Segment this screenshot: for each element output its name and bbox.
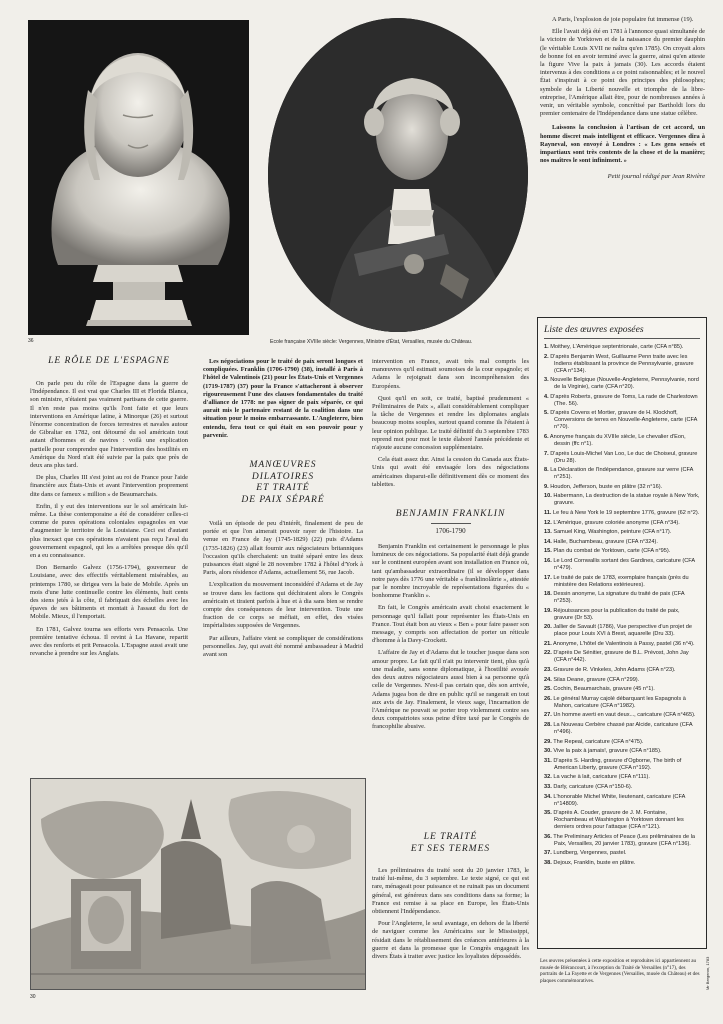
page-number-top-left: 36 — [28, 338, 34, 344]
portrait-caption: Ecole française XVIIIe siècle: Vergennes, Ministre d'État, Versailles, musée du Château. — [270, 339, 473, 345]
oeuvre-number: 22. — [544, 650, 552, 657]
oeuvre-text: Le Lord Cornwallis sortant des Gardines, caricature (CFA n°479). — [553, 557, 695, 571]
side-note: Mr Bergeron, 1783 — [705, 956, 710, 990]
oeuvre-item — [544, 810, 700, 831]
oeuvre-item — [544, 758, 700, 772]
oeuvre-text: Moithey, L'Amérique septentrionale, carte (CFA n°85). — [550, 344, 684, 350]
franklin-para-2: En fait, le Congrès américain avait choisi exactement le personnage qu'il fallait pour représenter les États-Unis en France. Tout était bon au vieux « Ben » pour faire passer son message, y compris son affectation de porter un réticule d'homme à la Davy-Crockett. — [372, 604, 529, 645]
oeuvre-item — [544, 794, 700, 808]
oeuvre-item — [544, 591, 700, 605]
oeuvre-number: 7. — [544, 450, 549, 457]
oeuvre-text: Anonyme français du XVIIIe siècle, Le chevalier d'Eon, dessin (ffc n°1). — [549, 433, 686, 447]
oeuvre-text: Vive la paix à jamais!, gravure (CFA n°185). — [553, 748, 662, 755]
oeuvre-number: 28. — [544, 722, 552, 729]
oeuvre-item — [544, 860, 700, 867]
top-right-para-1: A Paris, l'explosion de joie populaire fut immense (19). — [552, 16, 694, 23]
oeuvre-text: Un homme averti en vaut deux..., caricature (CFA n°465). — [553, 712, 696, 719]
manoeuvres-para-2: L'explication du mouvement inconsidéré d'Adams et de Jay se trouve dans les factions qui déchiraient alors le Congrès américain et tiraient parfois à hue et à dia sans bien se rendre compte des conséquences de leur intervention. Toute une fraction de ce corps se méfiait, en effet, des visées impérialistes supposées de Vergennes. — [203, 581, 363, 630]
franklin-bust-photo — [28, 20, 249, 335]
manoeuvres-para-3: Par ailleurs, l'affaire vient se compliquer de considérations personnelles. Jay, qui avait été nommé ambassadeur à Madrid avant son — [203, 634, 363, 659]
negotiations-lead: Les négociations pour le traité de paix seront longues et compliquées. Franklin (1706-1790) (38), installé à Paris à l'hôtel de Valentinois (21) pour les États-Unis et Vergennes (1719-1787) (37) pour la France s'attacheront à observer rigoureusement l'une des clauses fondamentales du traité d'alliance de 1778: ne pas signer de paix séparée, ce qui aurait mis le partenaire restant de la coalition dans une situation pour le moins embarrassante. L'Angleterre, bien entendu, fera tout ce qui était en son pouvoir pour y parvenir. — [203, 358, 363, 439]
oeuvre-number: 20. — [544, 624, 552, 631]
oeuvre-text: D'après De Sénitier, gravure de B.L. Prévost, John Jay (CFA n°442). — [553, 650, 689, 664]
oeuvre-item — [544, 774, 700, 781]
manoeuvres-title-line-2: DILATOIRES — [251, 471, 315, 482]
oeuvre-number: 21. — [544, 640, 552, 647]
oeuvre-number: 35. — [544, 810, 552, 817]
oeuvre-text: D'après S. Harding, gravure d'Ogborne, The birth of American Liberty, gravure (CFA n°192). — [553, 757, 682, 771]
oeuvre-item — [544, 529, 700, 536]
oeuvre-item — [544, 539, 700, 546]
oeuvre-text: Le traité de paix de 1783, exemplaire français (près du ministère des Relations extérieures). — [553, 574, 689, 588]
oeuvre-number: 23. — [544, 667, 552, 674]
oeuvre-item — [544, 434, 700, 448]
top-right-column — [540, 16, 705, 186]
oeuvre-number: 27. — [544, 712, 552, 719]
franklin-bust-illustration — [28, 20, 249, 335]
traite-section — [372, 832, 529, 965]
oeuvre-text: Jallier de Savault (1786), Vue perspective d'un projet de place pour Louis XVI à Brest, aquarelle (Dru 33). — [553, 624, 692, 638]
oeuvre-number: 26. — [544, 695, 552, 702]
role-espagne-section — [30, 356, 188, 663]
oeuvre-number: 37. — [544, 850, 552, 857]
manoeuvres-title — [203, 460, 363, 506]
oeuvre-text: D'après Benjamin West, Guillaume Penn traite avec les Indiens établissant la province de Pennsylvanie, gravure (CFA n°134). — [550, 353, 694, 374]
oeuvre-text: Dejoux, Franklin, buste en plâtre. — [553, 859, 636, 866]
oeuvre-text: La Déclaration de l'Indépendance, gravure sur verre (CFA n°251). — [550, 467, 694, 481]
oeuvre-item — [544, 467, 700, 481]
oeuvre-item — [544, 834, 700, 848]
oeuvre-text: L'honorable Michel White, lieutenant, caricature (CFA n°14809). — [553, 793, 685, 807]
oeuvre-item — [544, 484, 700, 491]
vergennes-portrait-oval — [264, 14, 532, 336]
manoeuvres-title-line-4: DE PAIX SÉPARÉ — [241, 494, 325, 505]
oeuvre-text: Halle, Buchambeau, gravure (CFA n°324). — [553, 538, 658, 545]
oeuvre-number: 16. — [544, 557, 552, 564]
oeuvre-number: 30. — [544, 748, 552, 755]
oeuvre-number: 9. — [544, 483, 549, 490]
oeuvre-text: Cochin, Beaumarchais, gravure (45 n°1). — [553, 686, 655, 693]
oeuvre-item — [544, 686, 700, 693]
allegorical-engraving — [30, 778, 366, 990]
oeuvres-list-box — [537, 317, 707, 949]
oeuvre-number: 2. — [544, 353, 549, 360]
traite-para-2: Pour l'Angleterre, le seul avantage, en dehors de la liberté de naviguer comme les Américains sur le Mississippi, résidait dans le rétablissement des créances antérieures à la guerre et dans la promesse que le Congrès engageait les divers États à traiter avec justice les loyalistes dépossédés. — [372, 920, 529, 961]
oeuvre-text: D'après Covens et Mortier, gravure de H. Klockhoff, Conversions de terres en Nouvelle-Angleterre, carte (CFA n°70). — [550, 410, 698, 431]
role-espagne-title: LE RÔLE DE L'ESPAGNE — [48, 356, 170, 366]
oeuvre-text: Habermann, La destruction de la statue royale à New York, gravure. — [553, 493, 700, 507]
oeuvre-item — [544, 722, 700, 736]
oeuvre-text: D'après Roberts, gravure de Toms, La rade de Charlestown (The. 56). — [550, 393, 698, 407]
col3-para-2: Quoi qu'il en soit, ce traité, baptisé prudemment « Préliminaires de Paix », allait considérablement compliquer la tâche de Vergennes et rendre les diplomates anglais beaucoup moins souples, surtout quand comme ils l'étaient à leur opinion publique. Le traité définitif du 3 septembre 1783 reprend mot pour mot le texte élaboré l'année précédente et n'ajoute aucune concession supplémentaire. — [372, 394, 529, 452]
franklin-dates: 1706-1790 — [435, 527, 466, 536]
oeuvre-item — [544, 641, 700, 648]
traite-title-line-2: ET SES TERMES — [410, 843, 491, 854]
oeuvre-number: 3. — [544, 377, 549, 384]
oeuvre-item — [544, 575, 700, 589]
oeuvre-text: La vache à lait, caricature (CFA n°111). — [553, 774, 650, 781]
oeuvre-item — [544, 624, 700, 638]
oeuvre-text: Plan du combat de Yorktown, carte (CFA n°95). — [553, 548, 671, 555]
oeuvres-title-rule — [544, 338, 700, 339]
oeuvre-item — [544, 394, 700, 408]
oeuvre-number: 6. — [544, 433, 549, 440]
oeuvre-text: Le feu à New York le 19 septembre 1776, gravure (62 n°2). — [553, 509, 700, 516]
oeuvres-title: Liste des œuvres exposées — [544, 324, 644, 335]
oeuvre-text: Silas Deane, gravure (CFA n°299). — [553, 676, 640, 683]
oeuvre-number: 10. — [544, 493, 552, 500]
oeuvre-text: Houdon, Jefferson, buste en plâtre (32 n°16). — [550, 483, 663, 490]
role-espagne-para-5: En 1781, Galvez tourna ses efforts vers Pensacola. Une première tentative échoua. Il revint à La Havane, repartit avec des renforts et prit Pensacola. L'Espagne aussi avait une revanche à prendre sur les Anglais. — [30, 625, 188, 658]
franklin-para-1: Benjamin Franklin est certainement le personnage le plus lumineux de ces négociations. Sa popularité était déjà grande sur le continent européen avant son installation en France où, tant qu'ambassadeur extraordinaire (il se développer dans notre pays dès 1776 une véritable « franklinolâtrie », attestée par le nombre incroyable de représentations figurées du « bonhomme Franklin ». — [372, 543, 529, 600]
franklin-column — [372, 358, 529, 736]
oeuvre-item — [544, 548, 700, 555]
oeuvre-item — [544, 377, 700, 391]
oeuvre-text: Darly, caricature (CFA n°150-6). — [553, 784, 633, 790]
role-espagne-para-1: On parle peu du rôle de l'Espagne dans la guerre de l'Indépendance. Il est vrai que Charles III et Florida Blanca, son ministre, n'étaient pas vraiment partisans de cette guerre. Il n'en reste pas moins qu'ils l'ont faite et que leurs interventions en Amérique latine, à Minorque (26) et surtout l'énorme concentration de forces terrestres et navales autour de Gibraltar en 1782, ont détourné du sol américain tout autant d'hommes et de navires : voilà une explication partielle pour comprendre que l'intervention des hostilités en Amérique du Nord n'ait été suivie par la paix que près de deux ans plus tard. — [30, 380, 188, 470]
oeuvre-number: 25. — [544, 686, 552, 693]
oeuvre-item — [544, 677, 700, 684]
col3-para-1: intervention en France, avait très mal compris les manœuvres qu'il estimait soumoises de la cour espagnole; et Adams le rejoignait dans son incompréhension des Européens. — [372, 358, 529, 390]
oeuvre-text: The Preliminary Articles of Peace (Les préliminaires de la Paix, Versailles, 20 janvier 1783), gravure (CFA n°136). — [553, 833, 696, 847]
oeuvre-text: L'Amérique, gravure coloriée anonyme (CFA n°34). — [553, 519, 680, 526]
engraving-illustration — [31, 779, 365, 989]
oeuvre-item — [544, 510, 700, 517]
manoeuvres-title-line-3: ET TRAITÉ — [256, 483, 310, 494]
vergennes-portrait-illustration — [264, 14, 532, 336]
oeuvre-number: 29. — [544, 738, 552, 745]
oeuvre-number: 8. — [544, 467, 549, 474]
oeuvre-item — [544, 493, 700, 507]
role-espagne-para-3: Enfin, il y eut des interventions sur le sol américain lui-même. La thèse contemporaine a été de considérer celles-ci comme de pures opérations coloniales espagnoles en vue d'augmenter le territoire de la Louisiane. Ceci est d'autant plus inexact que ces opérations n'avaient pas reçu l'aval du gouvernement espagnol, qui les a arrêtées presque dès qu'il en a eu connaissance. — [30, 502, 188, 560]
traite-title-line-1: LE TRAITÉ — [423, 832, 478, 842]
oeuvre-number: 5. — [544, 410, 549, 417]
oeuvre-number: 15. — [544, 548, 552, 555]
manoeuvres-para-1: Voilà un épisode de peu d'intérêt, finalement de peu de portée et que l'on aimerait pouvoir rayer de l'histoire. La venue en France de Jay (1745-1829) (22) puis d'Adams (1735-1826) (23) allait fournir aux négociateurs britanniques l'occasion qu'ils cherchaient: un traité séparé entre les deux puissances était signé le 28 novembre 1782 à l'hôtel d'York à Paris, alors résidence d'Adams, actuellement 56, rue Jacob. — [203, 520, 363, 577]
negotiations-column — [203, 358, 363, 663]
oeuvre-text: Lundberg, Vergennes, pastel. — [553, 850, 627, 857]
oeuvre-number: 1. — [544, 344, 549, 350]
oeuvre-number: 11. — [544, 509, 552, 516]
oeuvre-text: D'après A. Couder, gravure de J. M. Fontaine, Rochambeau et Washington à Yorktown donnant les derniers ordres pour l'attaque (CFA n°121). — [553, 810, 684, 831]
oeuvre-item — [544, 712, 700, 719]
oeuvre-text: La Nouveau Cerbère chassé par Alcide, caricature (CFA n°496). — [553, 722, 693, 736]
oeuvre-item — [544, 558, 700, 572]
oeuvre-number: 33. — [544, 784, 552, 790]
oeuvre-number: 19. — [544, 607, 552, 614]
oeuvre-number: 31. — [544, 757, 552, 764]
role-espagne-para-4: Don Bernardo Galvez (1756-1794), gouverneur de Louisiane, avec des effectifs véritablement misérables, au printemps 1780, se dirigea vers la baie de Mobile. Après un mois d'une lutte continuelle contre les éléments, huit cents des siens jetés à la côte, il fabriquait des échelles avec les épaves de ses bâtiments et montait à l'assaut du fort de Mobile. Mieux, il l'emportait. — [30, 564, 188, 621]
oeuvre-number: 36. — [544, 833, 552, 840]
oeuvre-number: 14. — [544, 538, 552, 545]
role-espagne-para-2: De plus, Charles III s'est joint au roi de France pour l'aide financière aux États-Unis et avant l'intervention proprement dite dans ce fameux « million » de Beaumarchais. — [30, 474, 188, 498]
traite-para-1: Les préliminaires du traité sont du 20 janvier 1783, le traité lui-même, du 3 septembre. Le texte signé, ce qui est rare, ménageait pour puissance et ne ruinait pas un document général, est généreux dans ses conditions dans sa forme; la France est remise à sa place en Europe, les États-Unis obtiennent l'Indépendance. — [372, 867, 529, 916]
oeuvre-text: Samuel King, Washington, peinture (CFA n°17). — [553, 529, 672, 536]
oeuvre-item — [544, 354, 700, 375]
oeuvre-number: 4. — [544, 393, 549, 400]
manoeuvres-title-line-1: MANŒUVRES — [249, 460, 317, 471]
oeuvre-number: 17. — [544, 574, 552, 581]
oeuvre-number: 13. — [544, 529, 552, 536]
oeuvre-number: 32. — [544, 774, 552, 781]
oeuvre-item — [544, 784, 700, 791]
oeuvre-text: Le général Murray cajolé débarquant les Espagnols à Mahon, caricature (CFA n°1982). — [553, 695, 686, 709]
oeuvre-text: Anonyme, L'hôtel de Valentinois à Passy, pastel (36 n°4). — [553, 640, 695, 647]
oeuvre-text: Réjouissances pour la publication du traité de paix, gravure (Dr 53). — [553, 607, 680, 621]
oeuvres-list — [544, 344, 700, 867]
oeuvre-number: 34. — [544, 793, 552, 800]
oeuvre-item — [544, 520, 700, 527]
oeuvre-text: Nouvelle Belgique (Nouvelle-Angleterre, Pennsylvanie, nord de la Virginie), carte (CFA n°20). — [550, 377, 699, 391]
col3-para-3: Cela était assez dur. Ainsi la cession du Canada aux États-Unis qui avait été envisagée lors des négociations américaines disparut-elle définitivement dès ce moment des tablettes. — [372, 456, 529, 488]
oeuvre-number: 18. — [544, 591, 552, 598]
top-right-para-2: Elle l'avait déjà été en 1781 à l'annonce quasi simultanée de la victoire de Yorktown et de la naissance du premier dauphin (le véritable Louis XVII ne naîtra qu'en 1785). On croyait alors de bonne foi en avoir terminé avec la guerre, ainsi qu'en atteste la figure Vive la paix à jamais (30). Les accords étaient intervenus à des conditions a ce point raisonnables; et le nouvel État s'inspirait à ce point des principes des philosophes; symbole de la Liberté nouvelle et triomphe de la libre-entreprise, l'Amérique allait être, pour de nombreuses années à venir, un véritable symbole, concrétisé par Bartholdi lors du premier centenaire de l'Indépendance dans une statue célèbre. — [540, 28, 705, 118]
oeuvre-number: 38. — [544, 859, 552, 866]
oeuvre-text: Dessin anonyme, La signature du traité de paix (CFA n°253). — [553, 591, 685, 605]
page-number-bottom-left: 30 — [30, 994, 36, 1000]
oeuvre-item — [544, 748, 700, 755]
oeuvre-item — [544, 696, 700, 710]
oeuvre-item — [544, 667, 700, 674]
oeuvres-footnote: Les œuvres présentées à cette exposition et reproduites ici appartiennent au musée de Blérancourt, à l'exception du Traité de Versailles (n°17), des portraits de La Fayette et de Vergennes (Versailles, musée du Château) et des plaques commémoratives. — [540, 958, 700, 984]
oeuvre-item — [544, 451, 700, 465]
franklin-title-rule — [431, 523, 471, 524]
oeuvre-number: 12. — [544, 519, 552, 526]
oeuvre-item — [544, 650, 700, 664]
oeuvre-item — [544, 739, 700, 746]
oeuvre-item — [544, 410, 700, 431]
oeuvre-item — [544, 344, 700, 351]
oeuvre-item — [544, 850, 700, 857]
franklin-para-3: L'affaire de Jay et d'Adams dut le toucher jusque dans son amour propre. Le fait qu'il n'ait pu intervenir tient, plus qu'à une maladie, sans sonne diplomatique, à l'hostilité avouée des deux autres négociateurs aussi bien à sa personne qu'à celle de Vergennes. N'est-il pas certain que, dès son arrivée, Adams jugea bon de dire en public qu'il se rangerait en tout aux avis de Jay. Finalement, le vieux sage, l'incarnation de l'Amérique ne pouvait se porter trop violemment contre ses deux compatriotes sous peine d'être taxé par le Congrès de francophilie abusive. — [372, 649, 529, 731]
oeuvre-item — [544, 608, 700, 622]
top-right-bold-para: Laissons la conclusion à l'artisan de cet accord, un homme discret mais intelligent et efficace. Vergennes dira à Rayneval, son envoyé à Londres : « Les gens sensés et impartiaux sont très contents de la chose et de la manière; nos maîtres le sont infiniment. » — [540, 124, 705, 165]
oeuvre-text: Gravure de R. Vinkeles, John Adams (CFA n°23). — [553, 667, 676, 674]
franklin-title: BENJAMIN FRANKLIN — [395, 509, 506, 520]
journal-signature: Petit journal rédigé par Jean Rivière — [607, 173, 705, 181]
oeuvre-text: D'après Louis-Michel Van Loo, Le duc de Choiseul, gravure (Dru 28). — [550, 450, 698, 464]
oeuvre-text: The Repeal, caricature (CFA n°475). — [553, 738, 644, 745]
oeuvre-number: 24. — [544, 676, 552, 683]
traite-title — [372, 832, 529, 855]
